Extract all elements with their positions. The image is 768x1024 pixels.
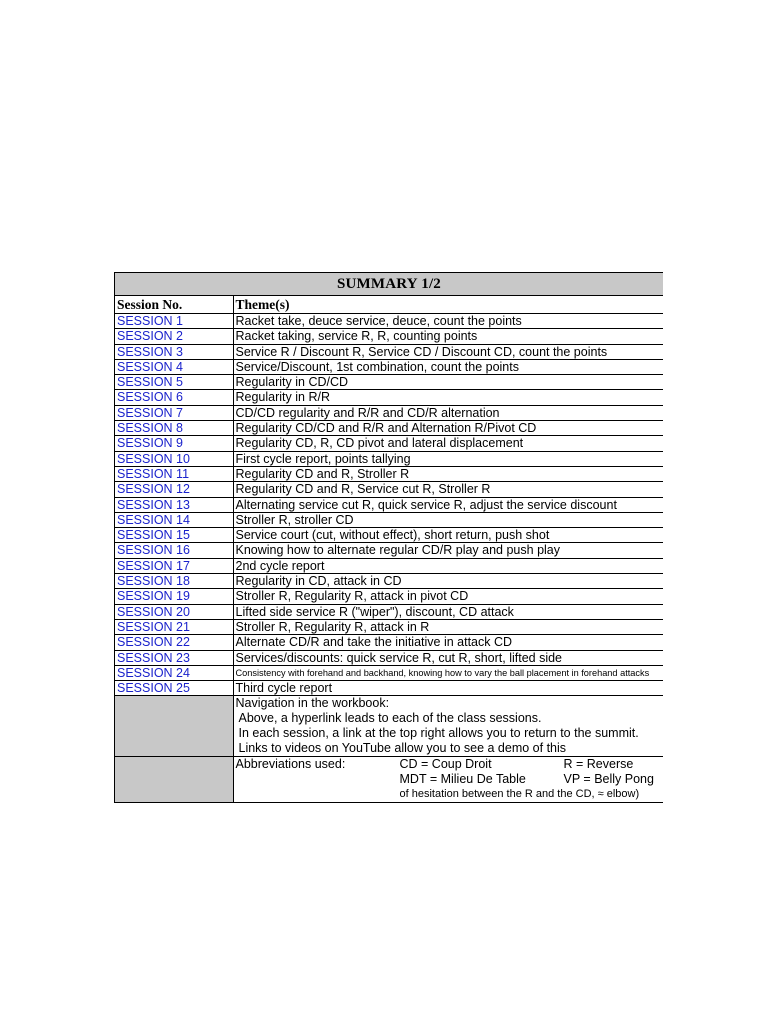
session-link[interactable]: SESSION 13	[115, 497, 233, 512]
session-link[interactable]: SESSION 25	[115, 681, 233, 696]
session-link[interactable]: SESSION 9	[115, 436, 233, 451]
session-theme: Regularity CD and R, Service cut R, Stroller R	[233, 482, 663, 497]
header-row	[115, 296, 663, 314]
session-theme: Third cycle report	[233, 681, 663, 696]
abbr-note: of hesitation between the R and the CD, ≈ elbow)	[399, 788, 640, 801]
session-theme: 2nd cycle report	[233, 558, 663, 573]
table-row	[115, 681, 663, 696]
session-theme: Regularity in R/R	[233, 390, 663, 405]
navigation-row	[115, 696, 663, 757]
table-row	[115, 574, 663, 589]
session-theme: Service R / Discount R, Service CD / Discount CD, count the points	[233, 344, 663, 359]
session-link[interactable]: SESSION 23	[115, 650, 233, 665]
abbr-r: R = Reverse	[563, 757, 634, 772]
table-row	[115, 665, 663, 680]
summary-sheet	[114, 272, 663, 803]
abbreviations-row	[115, 757, 663, 803]
table-row	[115, 512, 663, 527]
session-theme: Stroller R, stroller CD	[233, 512, 663, 527]
abbreviations-notes	[233, 757, 663, 803]
session-theme: Lifted side service R ("wiper"), discount, CD attack	[233, 604, 663, 619]
table-row	[115, 390, 663, 405]
summary-title: SUMMARY 1/2	[115, 273, 663, 296]
session-link[interactable]: SESSION 17	[115, 558, 233, 573]
table-row	[115, 528, 663, 543]
session-link[interactable]: SESSION 14	[115, 512, 233, 527]
session-theme: Racket taking, service R, R, counting points	[233, 329, 663, 344]
session-theme: CD/CD regularity and R/R and CD/R alternation	[233, 405, 663, 420]
session-link[interactable]: SESSION 5	[115, 375, 233, 390]
table-row	[115, 482, 663, 497]
session-link[interactable]: SESSION 7	[115, 405, 233, 420]
session-theme: Alternate CD/R and take the initiative in attack CD	[233, 635, 663, 650]
session-theme: Stroller R, Regularity R, attack in pivot CD	[233, 589, 663, 604]
navigation-label-cell	[115, 696, 233, 757]
session-theme: Alternating service cut R, quick service R, adjust the service discount	[233, 497, 663, 512]
abbreviations-label: Abbreviations used:	[235, 757, 346, 772]
session-link[interactable]: SESSION 3	[115, 344, 233, 359]
table-row	[115, 375, 663, 390]
table-row	[115, 650, 663, 665]
session-link[interactable]: SESSION 20	[115, 604, 233, 619]
table-row	[115, 359, 663, 374]
session-link[interactable]: SESSION 8	[115, 421, 233, 436]
session-theme: Knowing how to alternate regular CD/R play and push play	[233, 543, 663, 558]
session-link[interactable]: SESSION 12	[115, 482, 233, 497]
session-theme: Regularity CD/CD and R/R and Alternation R/Pivot CD	[233, 421, 663, 436]
table-row	[115, 589, 663, 604]
session-link[interactable]: SESSION 11	[115, 466, 233, 481]
session-link[interactable]: SESSION 24	[115, 665, 233, 680]
table-row	[115, 436, 663, 451]
navigation-line: In each session, a link at the top right allows you to return to the summit.	[238, 726, 639, 741]
session-theme: Consistency with forehand and backhand, knowing how to vary the ball placement in forehand attacks	[233, 665, 663, 680]
table-row	[115, 451, 663, 466]
session-link[interactable]: SESSION 15	[115, 528, 233, 543]
session-theme: Regularity CD and R, Stroller R	[233, 466, 663, 481]
table-row	[115, 344, 663, 359]
session-link[interactable]: SESSION 21	[115, 619, 233, 634]
table-row	[115, 604, 663, 619]
navigation-notes	[233, 696, 663, 757]
table-row	[115, 421, 663, 436]
session-link[interactable]: SESSION 6	[115, 390, 233, 405]
abbreviations-label-cell	[115, 757, 233, 803]
session-theme: Regularity in CD, attack in CD	[233, 574, 663, 589]
session-theme: Service court (cut, without effect), short return, push shot	[233, 528, 663, 543]
session-link[interactable]: SESSION 4	[115, 359, 233, 374]
table-row	[115, 405, 663, 420]
session-no-header: Session No.	[115, 296, 233, 314]
session-theme: Regularity CD, R, CD pivot and lateral displacement	[233, 436, 663, 451]
session-link[interactable]: SESSION 1	[115, 314, 233, 329]
session-link[interactable]: SESSION 10	[115, 451, 233, 466]
session-theme: Stroller R, Regularity R, attack in R	[233, 619, 663, 634]
session-theme: Racket take, deuce service, deuce, count the points	[233, 314, 663, 329]
table-row	[115, 635, 663, 650]
sessions-table	[115, 296, 663, 803]
table-row	[115, 466, 663, 481]
navigation-line: Links to videos on YouTube allow you to see a demo of this	[238, 741, 567, 756]
session-theme: Service/Discount, 1st combination, count the points	[233, 359, 663, 374]
table-row	[115, 558, 663, 573]
abbr-vp: VP = Belly Pong	[563, 772, 654, 787]
themes-header: Theme(s)	[233, 296, 663, 314]
session-theme: Services/discounts: quick service R, cut R, short, lifted side	[233, 650, 663, 665]
session-theme: First cycle report, points tallying	[233, 451, 663, 466]
session-link[interactable]: SESSION 18	[115, 574, 233, 589]
table-row	[115, 497, 663, 512]
session-link[interactable]: SESSION 19	[115, 589, 233, 604]
abbr-cd: CD = Coup Droit	[399, 757, 492, 772]
table-row	[115, 329, 663, 344]
navigation-heading: Navigation in the workbook:	[235, 696, 390, 711]
session-theme: Regularity in CD/CD	[233, 375, 663, 390]
table-row	[115, 314, 663, 329]
session-link[interactable]: SESSION 22	[115, 635, 233, 650]
abbr-mdt: MDT = Milieu De Table	[399, 772, 526, 787]
session-link[interactable]: SESSION 2	[115, 329, 233, 344]
table-row	[115, 619, 663, 634]
session-link[interactable]: SESSION 16	[115, 543, 233, 558]
table-row	[115, 543, 663, 558]
navigation-line: Above, a hyperlink leads to each of the class sessions.	[238, 711, 542, 726]
